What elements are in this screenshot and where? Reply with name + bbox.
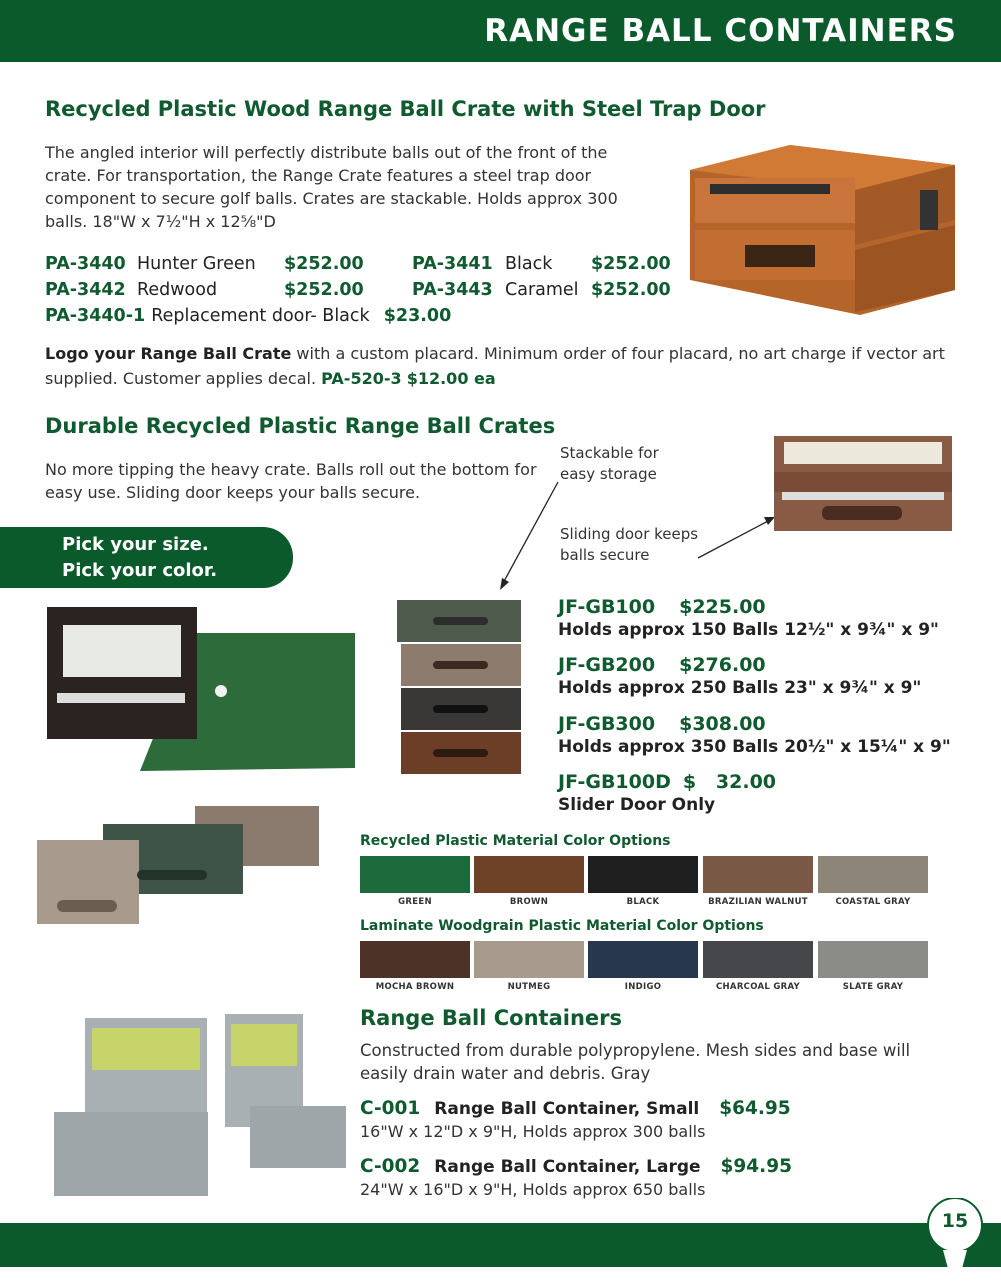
brown-crate-image xyxy=(772,432,954,534)
logo-bold-text: Logo your Range Ball Crate xyxy=(45,344,292,363)
color-swatch xyxy=(474,941,584,978)
price: $225.00 xyxy=(679,596,766,618)
color-swatch xyxy=(474,856,584,893)
sku: JF-GB300 xyxy=(558,713,656,735)
color-swatch-label: BLACK xyxy=(626,897,660,907)
sku: PA-3440-1 xyxy=(45,306,146,326)
wood-crate-image xyxy=(680,140,960,320)
pick-size-color-banner xyxy=(0,527,293,588)
sku: JF-GB100 xyxy=(558,596,656,618)
laminate-colors-title: Laminate Woodgrain Plastic Material Color Options xyxy=(360,918,764,934)
product-detail: 16"W x 12"D x 9"H, Holds approx 300 balls xyxy=(360,1122,706,1141)
color-swatch-label: SLATE GRAY xyxy=(842,982,904,992)
container-product-list xyxy=(360,1096,980,1199)
callout-arrows xyxy=(490,470,790,595)
callout-stackable: Stackable for easy storage xyxy=(560,444,659,483)
sku: JF-GB100D xyxy=(558,771,671,793)
color-swatch xyxy=(588,856,698,893)
color-swatch xyxy=(588,941,698,978)
page-title: RANGE BALL CONTAINERS xyxy=(484,13,957,49)
price: $252.00 xyxy=(284,254,364,274)
color-swatch-label: BROWN xyxy=(509,897,549,907)
color-swatch xyxy=(818,856,928,893)
sku: C-001 xyxy=(360,1098,421,1119)
price: $ 32.00 xyxy=(682,771,777,793)
page-number: 15 xyxy=(941,1210,969,1232)
product-detail: Slider Door Only xyxy=(558,795,716,815)
product-name: Redwood xyxy=(137,280,218,300)
product-detail: 24"W x 16"D x 9"H, Holds approx 650 balls xyxy=(360,1180,706,1199)
product-name: Hunter Green xyxy=(137,254,256,274)
color-swatch-label: BRAZILIAN WALNUT xyxy=(708,897,808,907)
color-swatch-label: INDIGO xyxy=(624,982,662,992)
color-swatch xyxy=(703,856,813,893)
section1-price-table xyxy=(45,251,685,329)
color-swatch xyxy=(360,856,470,893)
pill-line2: Pick your color. xyxy=(62,560,218,581)
price: $64.95 xyxy=(719,1098,791,1119)
logo-placard-note xyxy=(45,341,945,391)
three-crates-image xyxy=(35,800,325,930)
product-detail: Holds approx 150 Balls 12½" x 9¾" x 9" xyxy=(558,620,939,640)
color-swatch xyxy=(360,941,470,978)
price: $23.00 xyxy=(383,306,452,326)
sku: C-002 xyxy=(360,1156,421,1177)
product-name: Range Ball Container, Large xyxy=(434,1157,701,1177)
color-swatch-label: CHARCOAL GRAY xyxy=(715,982,800,992)
logo-sku: PA-520-3 xyxy=(321,369,402,388)
sku: PA-3441 xyxy=(412,254,493,274)
product-name: Black xyxy=(505,254,553,274)
sku: PA-3443 xyxy=(412,280,493,300)
sku: PA-3440 xyxy=(45,254,126,274)
product-name: Replacement door- Black xyxy=(151,306,370,326)
color-swatch-label: NUTMEG xyxy=(507,982,551,992)
page-footer xyxy=(0,1223,1001,1267)
logo-price: $12.00 ea xyxy=(406,369,496,388)
price: $276.00 xyxy=(679,654,766,676)
page-header xyxy=(0,0,1001,62)
color-swatch-label: GREEN xyxy=(398,897,432,907)
sku: PA-3442 xyxy=(45,280,126,300)
recycled-colors-title: Recycled Plastic Material Color Options xyxy=(360,833,671,849)
color-swatch xyxy=(818,941,928,978)
price: $252.00 xyxy=(284,280,364,300)
product-name: Caramel xyxy=(505,280,579,300)
price: $252.00 xyxy=(591,254,671,274)
color-swatch-label: MOCHA BROWN xyxy=(375,982,455,992)
price: $308.00 xyxy=(679,713,766,735)
section1-description: The angled interior will perfectly distribute balls out of the front of the crate. For transportation, the Range Crate features a steel trap door component to secure golf balls. Crates are stackable. Holds approx 300 balls. 18"W x 7½"H x 12⅝"D xyxy=(45,143,618,231)
product-name: Range Ball Container, Small xyxy=(434,1099,700,1119)
black-crate-mat-image xyxy=(45,603,360,773)
price: $252.00 xyxy=(591,280,671,300)
product-detail: Holds approx 250 Balls 23" x 9¾" x 9" xyxy=(558,678,922,698)
color-swatch-label: COASTAL GRAY xyxy=(835,897,911,907)
section3-description: Constructed from durable polypropylene. Mesh sides and base will easily drain water and debris. Gray xyxy=(360,1041,911,1083)
pill-line1: Pick your size. xyxy=(62,534,209,555)
section3-title: Range Ball Containers xyxy=(360,1006,623,1030)
section2-description: No more tipping the heavy crate. Balls roll out the bottom for easy use. Sliding door keeps your balls secure. xyxy=(45,460,537,502)
product-detail: Holds approx 350 Balls 20½" x 15¼" x 9" xyxy=(558,737,951,757)
callout-sliding-door: Sliding door keeps balls secure xyxy=(560,525,699,564)
stacked-crates-image xyxy=(393,597,525,779)
price: $94.95 xyxy=(720,1156,792,1177)
color-swatch xyxy=(703,941,813,978)
jf-product-list xyxy=(558,594,978,815)
section1-title: Recycled Plastic Wood Range Ball Crate with Steel Trap Door xyxy=(45,97,766,121)
section2-title: Durable Recycled Plastic Range Ball Crates xyxy=(45,414,556,438)
plastic-containers-image xyxy=(50,1010,350,1200)
sku: JF-GB200 xyxy=(558,654,656,676)
logo-text: with a custom placard. Minimum order of four placard, no art charge if vector art supplied. Customer applies decal. xyxy=(45,344,945,388)
